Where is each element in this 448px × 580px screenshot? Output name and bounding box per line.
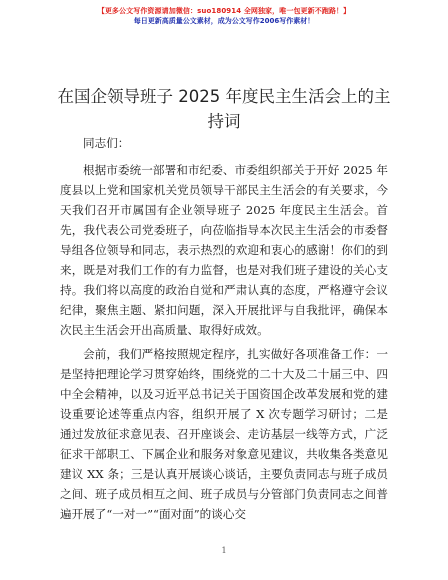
banner-line-wechat: 【更多公文写作资源请加微信：suo180914 全网独家，唯一包更新不跑路！】 <box>97 7 351 15</box>
page-number: 1 <box>221 546 227 555</box>
document-title: 在国企领导班子 2025 年度民主生活会上的主持词 <box>57 87 391 131</box>
paragraph-opening: 根据市委统一部署和市纪委、市委组织部关于开好 2025 年度县以上党和国家机关党员领导干部民主生活会的有关要求，今天我们召开市属国有企业领导班子 2025 年度民主生活会。首先，我代表公司党委班子，向莅临指导本次民主生活会的市委督导组各位领导和同志，表示热烈的欢迎和衷心的感谢！你们的到来，既是对我们工作的有力监督，也是对我们班子建设的关心支持。我们将以高度的政治自觉和严肃认真的态度，严格遵守会议纪律，聚焦主题、紧扣问题，深入开展批评与自我批评，确保本次民主生活会开出高质量、取得好成效。 <box>60 163 388 337</box>
greeting: 同志们： <box>83 136 130 150</box>
paragraph-preparation: 会前，我们严格按照规定程序，扎实做好各项准备工作：一是坚持把理论学习贯穿始终，围绕党的二十大及二十届三中、四中全会精神，以及习近平总书记关于国资国企改革发展和党的建设重要论述等重点内容，组织开展了 X 次专题学习研讨；二是通过发放征求意见表、召开座谈会、走访基层一线等方式，广泛征求干部职工、下属企业和服务对象意见建议，共收集各类意见建议 XX 条；三是认真开展谈心谈话，主要负责同志与班子成员之间、班子成员相互之间、班子成员与分管部门负责同志之间普遍开展了“一对一”“面对面”的谈心交 <box>60 347 388 521</box>
banner-line-daily: 每日更新高质量公文素材，成为公文写作2006写作素材！ <box>133 17 315 25</box>
document-body <box>60 133 388 524</box>
header-banner <box>0 6 448 26</box>
